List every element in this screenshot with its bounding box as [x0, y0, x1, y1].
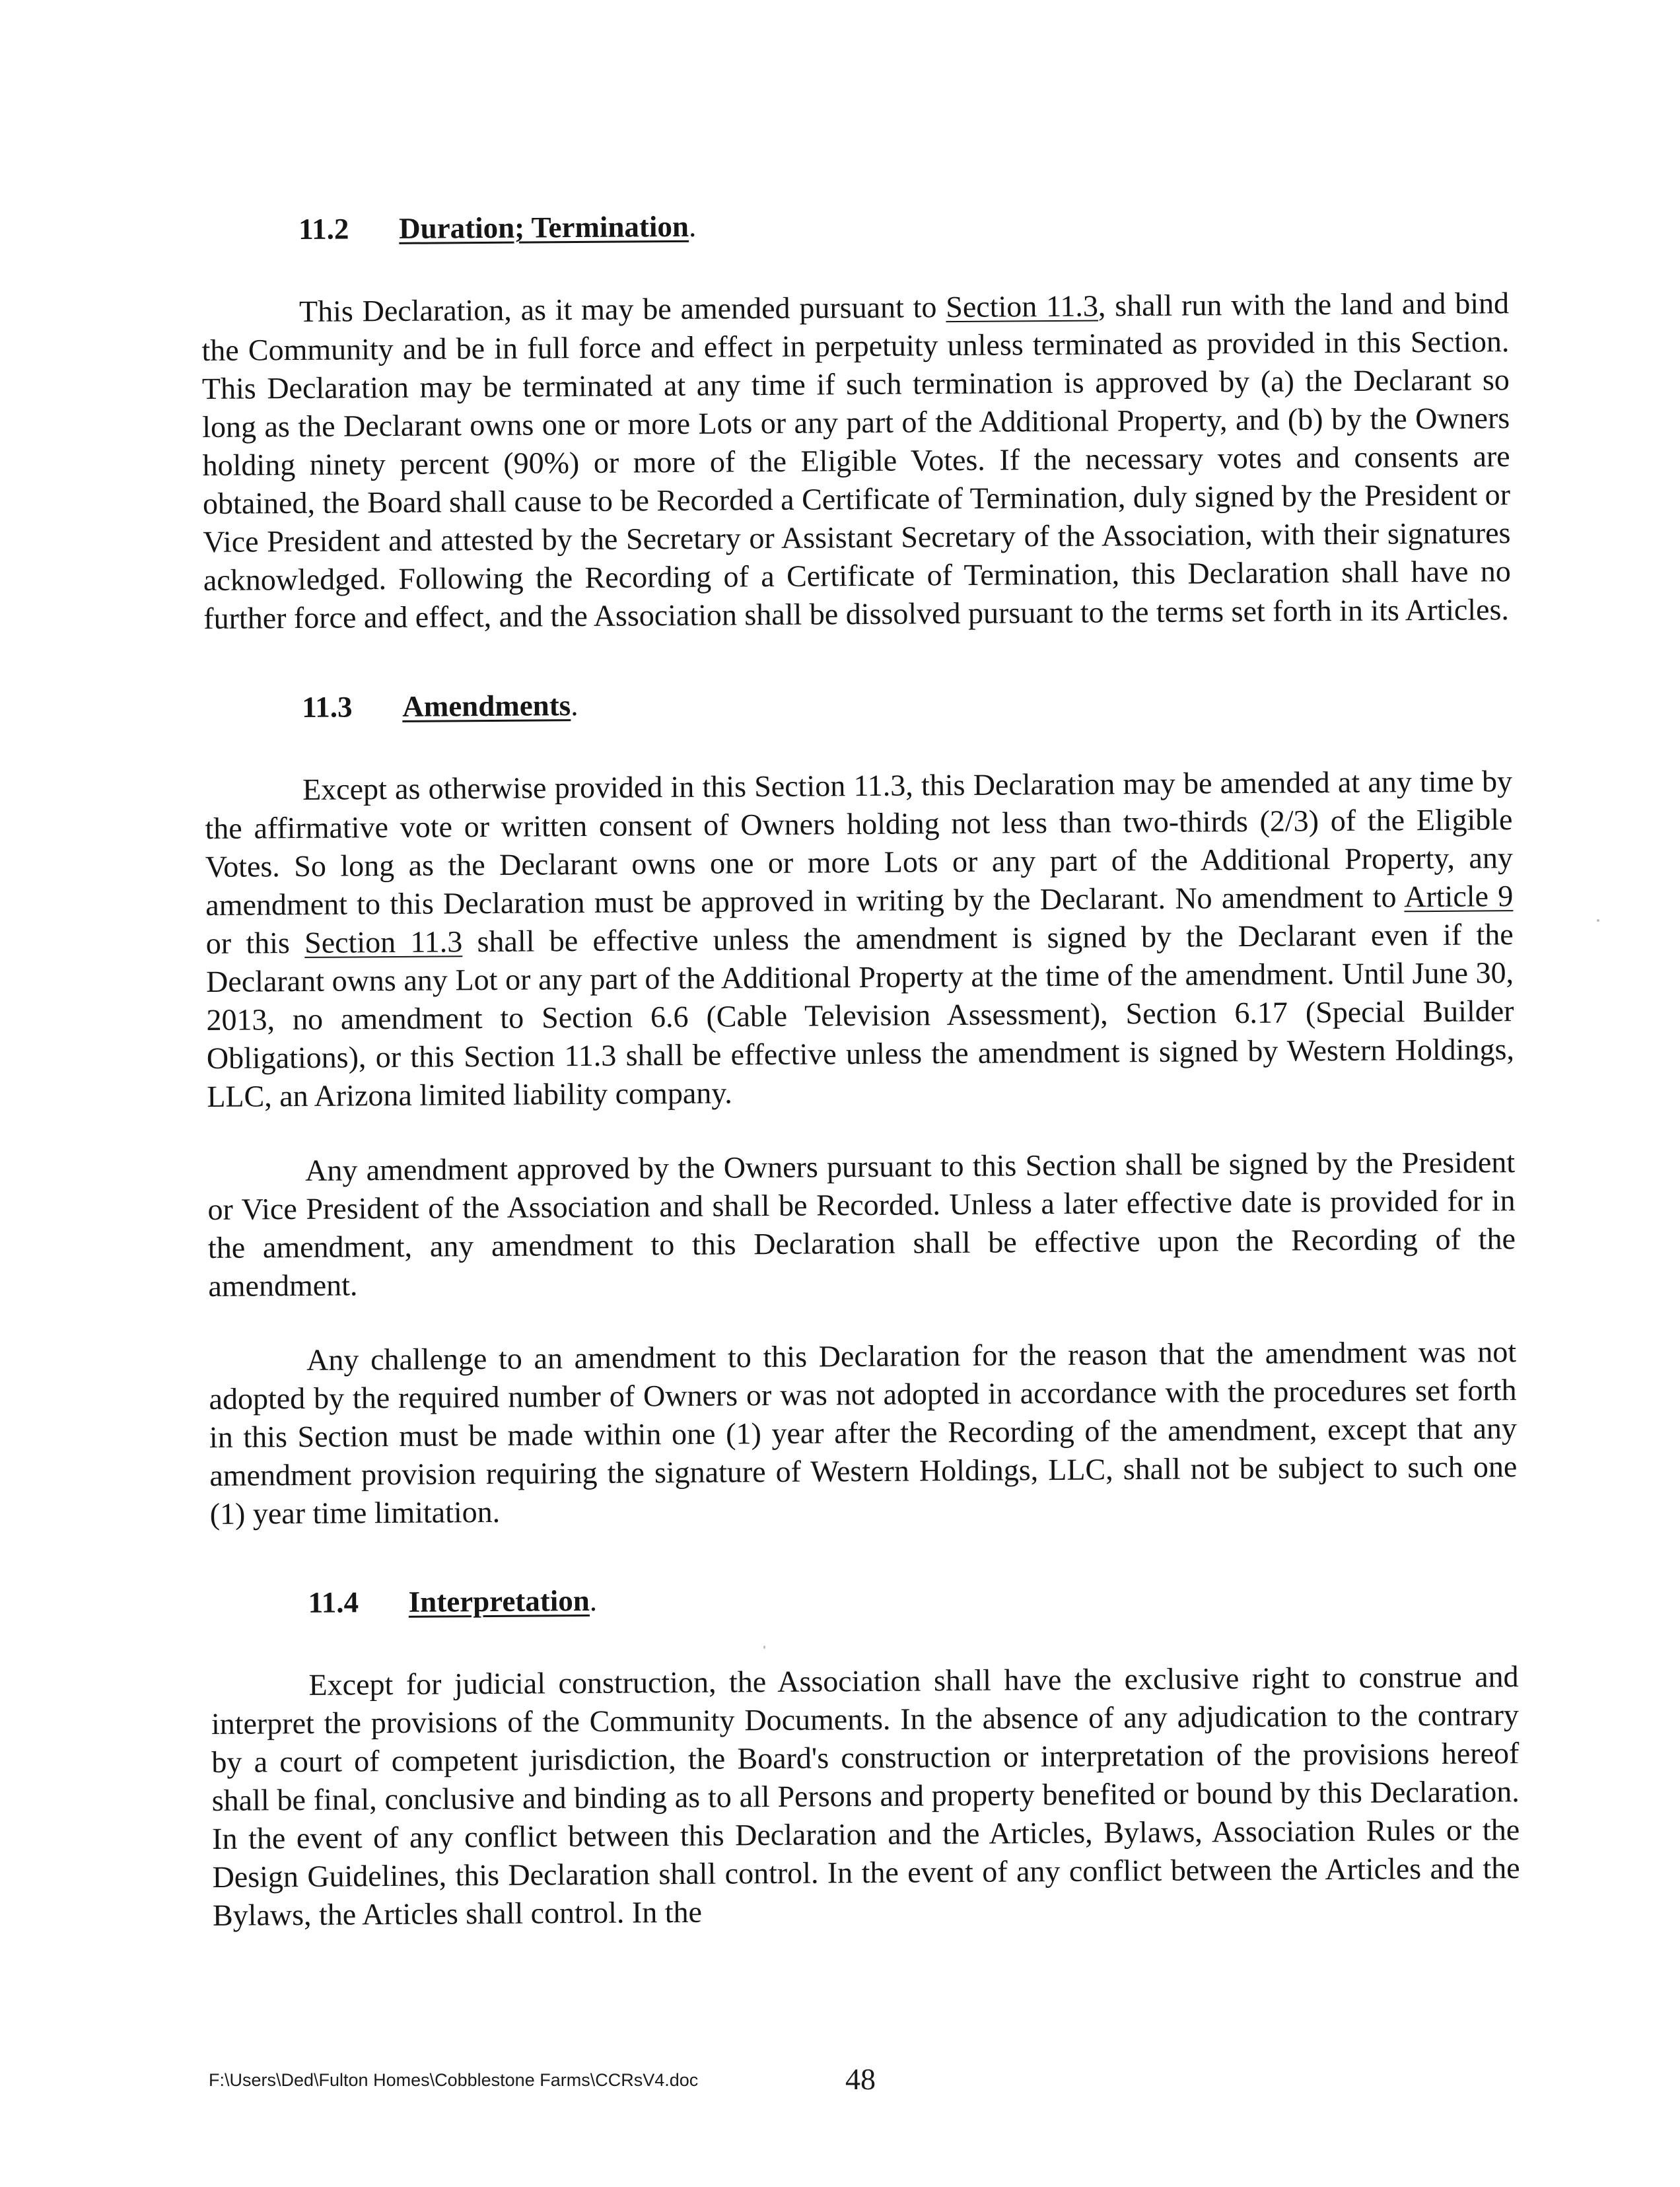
section-reference: Article 9	[1404, 879, 1514, 914]
paragraph-text: shall be effective unless the amendment is signed by the Declarant even if the Declarant owns any Lot or any part of the Additional Property at the time of the amendment. Until June 30, 2013, no amendment to Section 6.6 (Cable Television Assessment), Section 6.17 (Special Builder Obligations), or this Section 11.3 shall be effective unless the amendment is signed by Western Holdings, LLC, an Arizona limited liability company.	[205, 917, 1515, 1113]
section-title-punctuation: .	[589, 1583, 598, 1617]
document-body	[201, 203, 1521, 1988]
footer-file-path: F:\Users\Ded\Fulton Homes\Cobblestone Farms\CCRsV4.doc	[209, 2070, 699, 2090]
scan-speck	[1597, 919, 1599, 922]
section-heading	[201, 203, 1508, 247]
section-number: 11.3	[302, 690, 353, 724]
section-number: 11.4	[308, 1585, 359, 1619]
paragraph-text: Any challenge to an amendment to this Declaration for the reason that the amendment was not adopted by the required number of Owners or was not adopted in accordance with the procedures set forth in this Section must be made within one (1) year after the Recording of the amendment, except that any amendment provision requiring the signature of Western Holdings, LLC, shall not be subject to such one (1) year time limitation.	[209, 1335, 1518, 1531]
body-paragraph	[201, 284, 1512, 638]
section-title-punctuation: .	[688, 209, 697, 243]
scan-speck	[763, 1646, 765, 1649]
page-number: 48	[845, 2062, 876, 2096]
body-paragraph	[211, 1657, 1520, 1935]
section-reference: Section 11.3	[946, 289, 1099, 324]
section-reference: Section 11.3	[304, 924, 463, 959]
paragraph-text: Except as otherwise provided in this Section 11.3, this Declaration may be amended at any time by the affirmative vote or written consent of Owners holding not less than two-thirds (2/3) of the Eligible Votes. So long as the Declarant owns one or more Lots or any part of the Additional Property, any amendment to this Declaration must be approved in writing by the Declarant. No amendment to	[205, 764, 1514, 922]
section-title-punctuation: .	[571, 689, 578, 722]
section-heading	[211, 1577, 1518, 1620]
section-heading	[204, 681, 1512, 725]
paragraph-text: Except for judicial construction, the Association shall have the exclusive right to construe and interpret the provisions of the Community Documents. In the absence of any adjudication to the contrary by a court of competent jurisdiction, the Board's construction or interpretation of the provisions hereof shall be final, conclusive and binding as to all Persons and property benefited or bound by this Declaration. In the event of any conflict between this Declaration and the Articles, Bylaws, Association Rules or the Design Guidelines, this Declaration shall control. In the event of any conflict between the Articles and the Bylaws, the Articles shall control. In the	[211, 1659, 1520, 1932]
paragraph-text: or this	[205, 925, 305, 960]
paragraph-text: This Declaration, as it may be amended pursuant to	[298, 290, 946, 328]
body-paragraph	[207, 1143, 1516, 1305]
section-title: Interpretation	[408, 1583, 590, 1618]
paragraph-text: , shall run with the land and bind the Community and be in full force and effect in perpetuity unless terminated as provided in this Section. This Declaration may be terminated at any time if such termination is approved by (a) the Declarant so long as the Declarant owns one or more Lots or any part of the Additional Property, and (b) by the Owners holding ninety percent (90%) or more of the Eligible Votes. If the necessary votes and consents are obtained, the Board shall cause to be Recorded a Certificate of Termination, duly signed by the President or Vice President and attested by the Secretary or Assistant Secretary of the Association, with their signatures acknowledged. Following the Recording of a Certificate of Termination, this Declaration shall have no further force and effect, and the Association shall be dissolved pursuant to the terms set forth in its Articles.	[201, 286, 1512, 635]
section-number: 11.2	[298, 212, 349, 246]
section-title: Amendments	[402, 689, 571, 723]
body-paragraph	[205, 762, 1515, 1116]
body-paragraph	[209, 1333, 1518, 1533]
section-title: Duration; Termination	[398, 209, 689, 245]
paragraph-text: Any amendment approved by the Owners pursuant to this Section shall be signed by the President or Vice President of the Association and shall be Recorded. Unless a later effective date is provided for in the amendment, any amendment to this Declaration shall be effective upon the Recording of the amendment.	[207, 1145, 1516, 1303]
